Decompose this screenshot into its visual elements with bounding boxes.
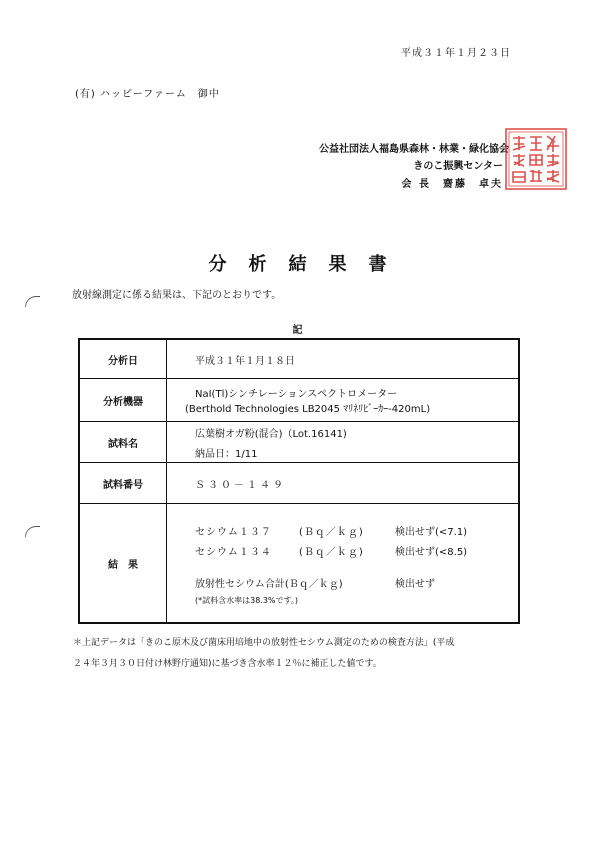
table-row [79, 463, 519, 504]
row-label-result: 結 果 [79, 504, 167, 624]
official-seal [503, 126, 569, 192]
total-result: 検出せず [395, 579, 435, 590]
result-value [167, 504, 520, 624]
row-label-sample-name: 試料名 [79, 422, 167, 463]
result-total [195, 573, 518, 593]
table-row [79, 379, 519, 422]
row-label-analysis-date: 分析日 [79, 339, 167, 379]
analysis-table [78, 338, 520, 624]
detection-result: 検出せず(<7.1) [395, 527, 468, 538]
unit-label: (Ｂｑ／ｋｇ) [299, 547, 364, 558]
table-row [79, 504, 519, 624]
sample-name-value [167, 422, 520, 463]
document-date: 平成３１年１月２３日 [401, 48, 511, 59]
total-label: 放射性セシウム合計(Ｂｑ／ｋｇ) [195, 579, 343, 590]
recipient: (有) ハッピーファーム 御中 [75, 89, 220, 100]
issuer-department: きのこ振興センター [413, 161, 503, 172]
sample-number-value: Ｓ３０－１４９ [167, 463, 520, 504]
ki-marker: 記 [292, 325, 303, 336]
nuclide-name: セシウム１３４ [195, 547, 272, 558]
instrument-line1: NaI(Tl)シンチレーションスペクトロメーター [195, 389, 398, 400]
issuer-chairman: 会 長 齋藤 卓夫 [401, 179, 503, 190]
instrument-value [167, 379, 520, 422]
table-row [79, 422, 519, 463]
result-cs134 [195, 541, 518, 561]
table-row [79, 339, 519, 379]
intro-text: 放射線測定に係る結果は、下記のとおりです。 [72, 290, 282, 301]
sample-delivery-date: 納品日：1/11 [195, 448, 258, 460]
analysis-date-value: 平成３１年１月１８日 [167, 339, 520, 379]
row-label-sample-number: 試料番号 [79, 463, 167, 504]
footnote-line2: ２４年３月３０日付け林野庁通知)に基づき含水率１２％に補正した値です。 [73, 659, 382, 669]
moisture-note: (*試料含水率は38.3%です。) [195, 595, 299, 605]
sample-name-line1: 広葉樹オガ粉(混合)（Lot.16141) [195, 428, 347, 440]
unit-label: (Ｂｑ／ｋｇ) [299, 527, 364, 538]
detection-result: 検出せず(<8.5) [395, 547, 468, 558]
row-label-instrument: 分析機器 [79, 379, 167, 422]
punch-hole-mark [25, 296, 40, 307]
instrument-line2: (Berthold Technologies LB2045 ﾏﾘﾈﾘﾋﾞｰｶｰ-420mL) [185, 404, 431, 415]
result-cs137 [195, 521, 518, 541]
document-title: 分析結果書 [208, 254, 409, 275]
footnote-line1: ＊上記データは「きのこ原木及び菌床用培地中の放射性セシウム測定のための検査方法」(平成 [73, 638, 455, 648]
nuclide-name: セシウム１３７ [195, 527, 272, 538]
punch-hole-mark [25, 526, 40, 537]
issuer-organization: 公益社団法人福島県森林・林業・緑化協会 [319, 144, 509, 155]
